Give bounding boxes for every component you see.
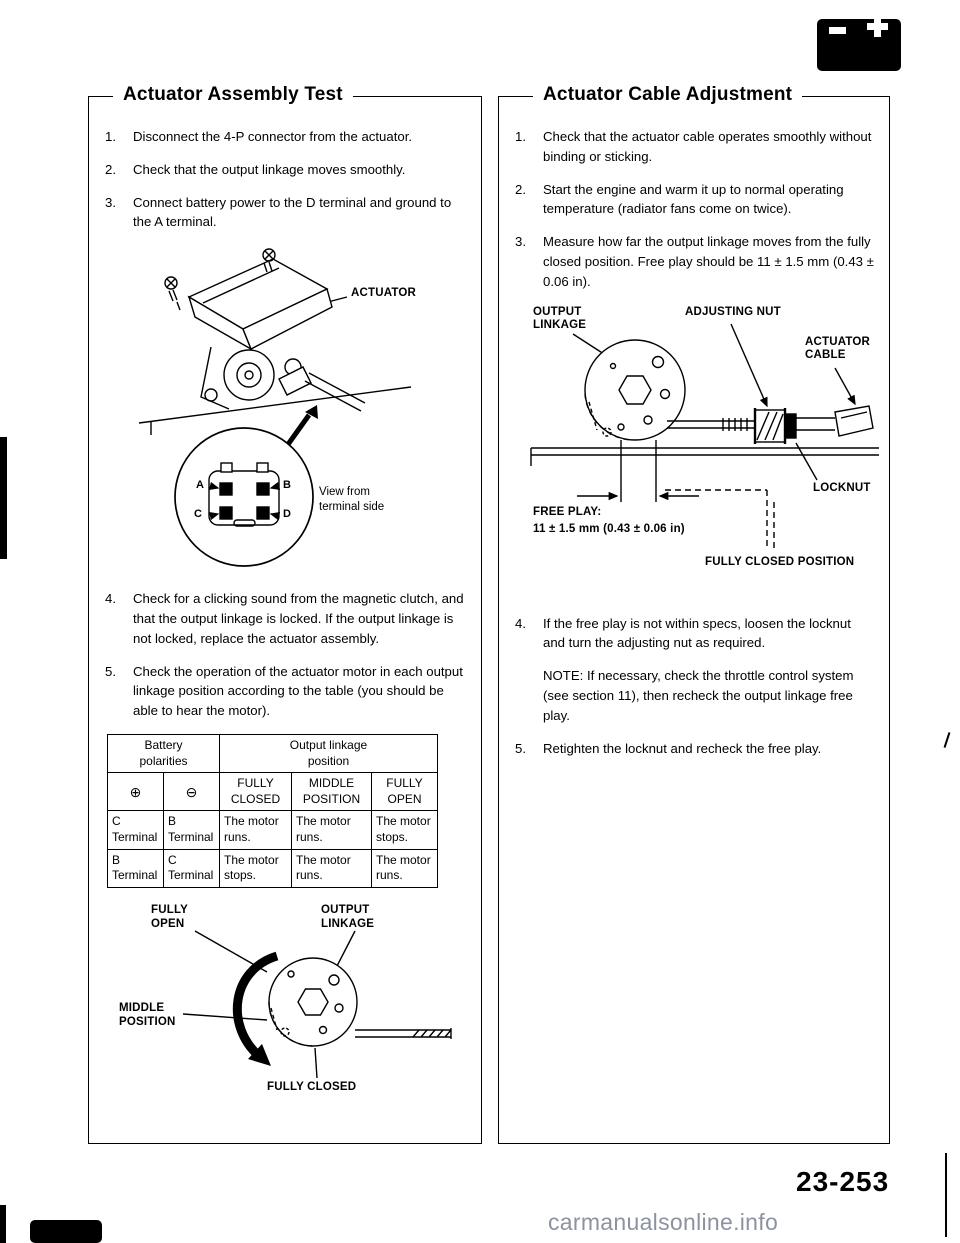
table-cell: The motor runs. xyxy=(220,811,292,849)
table-cell: B Terminal xyxy=(164,811,220,849)
table-cell: The motor runs. xyxy=(372,849,438,887)
pin-a-label: A xyxy=(196,479,204,492)
pin-c-label: C xyxy=(194,508,202,521)
motor-operation-table xyxy=(107,734,438,888)
actuator-assembly-diagram xyxy=(111,245,467,583)
view-caption: View from terminal side xyxy=(319,486,385,513)
section-title: Actuator Cable Adjustment xyxy=(533,84,802,106)
step-item xyxy=(105,127,469,147)
step-text: Connect battery power to the D terminal and ground to the A terminal. xyxy=(133,194,452,230)
table-group-label: Output linkage position xyxy=(289,737,368,768)
page-number: 23-253 xyxy=(796,1166,890,1197)
free-play-value: 11 ± 1.5 mm (0.43 ± 0.06 in) xyxy=(533,522,685,535)
step-text: If the free play is not within specs, loosen the locknut and turn the adjusting nut as required. xyxy=(543,615,851,651)
output-linkage-label: OUTPUT LINKAGE xyxy=(533,305,587,332)
table-cell: C Terminal xyxy=(108,811,164,849)
step-text: Check for a clicking sound from the magnetic clutch, and that the output linkage is locked. If the output linkage is not locked, replace the actuator assembly. xyxy=(133,591,464,646)
step-number: 5. xyxy=(515,740,526,756)
actuator-assembly-test-section xyxy=(88,84,482,1144)
table-cell: The motor runs. xyxy=(292,811,372,849)
pin-b-label: B xyxy=(283,479,291,492)
free-play-title: FREE PLAY: xyxy=(533,505,602,518)
table-col-header: FULLY OPEN xyxy=(372,773,438,811)
step-number: 4. xyxy=(105,591,116,607)
section-title: Actuator Assembly Test xyxy=(113,84,353,106)
output-linkage-label: OUTPUT LINKAGE xyxy=(321,903,375,930)
table-cell: B Terminal xyxy=(108,849,164,887)
table-group-header xyxy=(108,734,220,772)
step-number: 1. xyxy=(515,129,526,144)
step-text: Disconnect the 4-P connector from the actuator. xyxy=(133,129,413,144)
scan-artifact xyxy=(0,1205,6,1243)
actuator-cable-label: ACTUATOR CABLE xyxy=(805,335,871,362)
linkage-position-diagram xyxy=(115,904,471,1100)
table-cell: The motor stops. xyxy=(372,811,438,849)
step-number: 4. xyxy=(515,615,526,631)
note-paragraph: NOTE: If necessary, check the throttle control system (see section 11), then recheck the output linkage free play. xyxy=(543,668,854,723)
actuator-label: ACTUATOR xyxy=(351,287,417,300)
step-item xyxy=(515,127,877,167)
table-cell: The motor runs. xyxy=(292,849,372,887)
table-col-header: ⊖ xyxy=(164,773,220,811)
step-item xyxy=(105,193,469,233)
scan-artifact xyxy=(945,1153,947,1237)
step-item xyxy=(105,160,469,180)
step-item xyxy=(515,614,877,654)
table-cell: The motor stops. xyxy=(220,849,292,887)
pin-d-label: D xyxy=(283,508,291,521)
step-text: Check that the output linkage moves smoothly. xyxy=(133,161,406,177)
table-cell: C Terminal xyxy=(164,849,220,887)
step-text: Retighten the locknut and recheck the free play. xyxy=(543,740,822,756)
step-text: Measure how far the output linkage moves from the fully closed position. Free play should be 11 ± 1.5 mm (0.43 ± 0.06 in). xyxy=(543,234,874,289)
fully-open-label: FULLY OPEN xyxy=(151,903,188,930)
step-text: Check the operation of the actuator motor in each output linkage position according to the table (you should be able to hear the motor). xyxy=(133,663,463,719)
actuator-cable-adjustment-section xyxy=(498,84,890,1144)
cable-adjustment-diagram xyxy=(517,306,889,584)
table-row xyxy=(108,811,438,849)
step-number: 3. xyxy=(105,194,116,210)
step-number: 3. xyxy=(515,234,526,250)
scan-artifact xyxy=(944,732,951,748)
step-item xyxy=(105,589,469,648)
table-group-header xyxy=(220,734,438,772)
locknut-label: LOCKNUT xyxy=(813,481,871,494)
table-row xyxy=(108,849,438,887)
step-text: Start the engine and warm it up to normal operating temperature (radiator fans come on twice). xyxy=(543,181,844,217)
scan-artifact xyxy=(30,1220,102,1243)
fully-closed-position-label: FULLY CLOSED POSITION xyxy=(705,555,855,568)
step-number: 5. xyxy=(105,663,116,679)
watermark: carmanualsonline.info xyxy=(548,1209,779,1235)
step-number: 2. xyxy=(515,181,526,197)
step-item xyxy=(515,232,877,291)
scan-artifact xyxy=(0,437,7,559)
table-col-header: ⊕ xyxy=(108,773,164,811)
table-group-label: Battery polarities xyxy=(139,737,188,768)
step-text: Check that the actuator cable operates smoothly without binding or sticking. xyxy=(543,129,872,164)
step-item xyxy=(515,739,877,759)
adjusting-nut-label: ADJUSTING NUT xyxy=(685,305,781,318)
step-number: 2. xyxy=(105,161,116,177)
fully-closed-label: FULLY CLOSED xyxy=(267,1080,357,1093)
middle-position-label: MIDDLE POSITION xyxy=(119,1001,176,1028)
step-item xyxy=(105,662,469,721)
table-col-header: MIDDLE POSITION xyxy=(292,773,372,811)
step-number: 1. xyxy=(105,129,116,144)
battery-icon xyxy=(815,12,903,74)
table-col-header: FULLY CLOSED xyxy=(220,773,292,811)
step-item xyxy=(515,180,877,220)
